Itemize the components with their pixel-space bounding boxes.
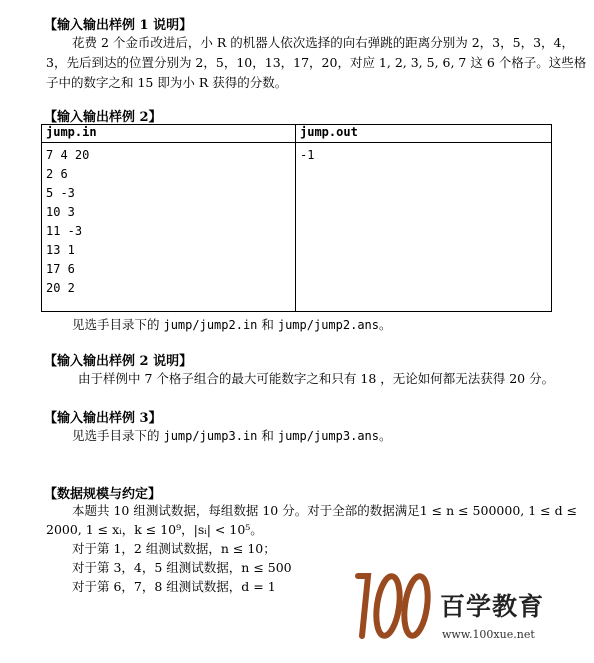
file-path: jump/jump2.ans bbox=[277, 318, 380, 332]
logo-brand-text: 百学教育 bbox=[440, 592, 545, 621]
io-table bbox=[41, 124, 552, 312]
section-title-sample2-explain: 【输入输出样例 2 说明】 bbox=[44, 354, 193, 369]
input-line: 2 6 bbox=[46, 167, 68, 181]
paragraph-line: 花费 2 个金币改进后，小 R 的机器人依次选择的向右弹跳的距离分别为 2，3，5，3，4， bbox=[72, 35, 574, 50]
input-line: 10 3 bbox=[46, 205, 75, 219]
input-line: 13 1 bbox=[46, 243, 75, 257]
watermark-logo bbox=[350, 566, 550, 646]
section-title-sample2: 【输入输出样例 2】 bbox=[44, 110, 162, 125]
sample3-note bbox=[72, 428, 392, 444]
logo-url-text: www.100xue.net bbox=[442, 628, 535, 641]
input-cell bbox=[42, 143, 296, 312]
note-text: 。 bbox=[379, 317, 392, 332]
table-header-in: jump.in bbox=[42, 125, 296, 143]
output-cell bbox=[296, 143, 552, 312]
paragraph-line: 对于第 1，2 组测试数据，n ≤ 10； bbox=[72, 541, 276, 556]
sample2-note bbox=[72, 317, 392, 333]
section-title-sample3: 【输入输出样例 3】 bbox=[44, 411, 162, 426]
section-title-sample1-explain: 【输入输出样例 1 说明】 bbox=[44, 18, 193, 33]
note-text: 和 bbox=[257, 428, 278, 443]
input-line: 17 6 bbox=[46, 262, 75, 276]
paragraph-line: 子中的数字之和 15 即为小 R 获得的分数。 bbox=[46, 75, 288, 90]
paragraph-line: 2000, 1 ≤ xᵢ，k ≤ 10⁹，|sᵢ| < 10⁵。 bbox=[46, 522, 263, 537]
paragraph-line: 由于样例中 7 个格子组合的最大可能数字之和只有 18 ，无论如何都无法获得 20 分。 bbox=[78, 371, 555, 386]
paragraph-line: 3，先后到达的位置分别为 2，5，10，13，17，20，对应 1, 2, 3, 5, 6, 7 这 6 个格子。这些格 bbox=[46, 55, 587, 70]
output-line: -1 bbox=[300, 148, 315, 162]
file-path: jump/jump3.ans bbox=[277, 429, 380, 443]
section-title-constraints: 【数据规模与约定】 bbox=[44, 487, 162, 502]
logo-graphic bbox=[350, 566, 550, 646]
paragraph-line: 对于第 6，7，8 组测试数据，d = 1 bbox=[72, 579, 276, 594]
table-header-out: jump.out bbox=[296, 125, 552, 143]
input-line: 5 -3 bbox=[46, 186, 75, 200]
note-text: 和 bbox=[257, 317, 278, 332]
paragraph-line: 对于第 3，4，5 组测试数据，n ≤ 500 bbox=[72, 560, 292, 575]
input-line: 7 4 20 bbox=[46, 148, 90, 162]
note-text: 。 bbox=[379, 428, 392, 443]
paragraph-line: 本题共 10 组测试数据，每组数据 10 分。对于全部的数据满足1 ≤ n ≤ 500000, 1 ≤ d ≤ bbox=[72, 503, 578, 518]
note-text: 见选手目录下的 bbox=[72, 317, 164, 332]
note-text: 见选手目录下的 bbox=[72, 428, 164, 443]
input-line: 20 2 bbox=[46, 281, 75, 295]
file-path: jump/jump3.in bbox=[163, 429, 258, 443]
input-line: 11 -3 bbox=[46, 224, 83, 238]
file-path: jump/jump2.in bbox=[163, 318, 258, 332]
